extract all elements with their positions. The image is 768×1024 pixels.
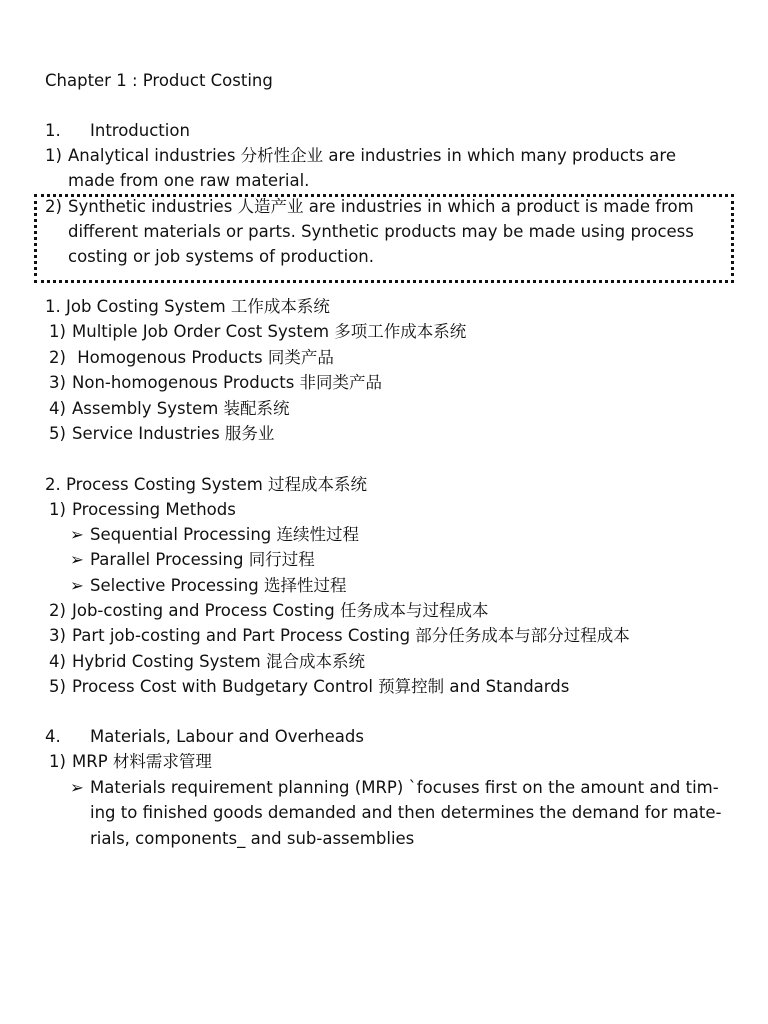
list-item [49,345,334,370]
list-item [45,143,676,168]
list-item-text: Homogenous Products 同类产品 [72,348,334,367]
list-item-text: MRP 材料需求管理 [72,752,212,771]
section-heading-materials [45,724,364,749]
bullet-text: Sequential Processing 连续性过程 [90,525,360,544]
list-marker: 1) [49,500,66,519]
list-marker: 2) [45,197,62,216]
list-marker: 1) [45,146,62,165]
section-number: 4. [45,727,61,746]
list-item-text: Analytical industries 分析性企业 are industries in which many products are [68,146,676,165]
section-heading-text: Introduction [90,121,190,140]
list-item-text: Job-costing and Process Costing 任务成本与过程成本 [72,601,489,620]
list-item-continuation: made from one raw material. [68,171,310,190]
section-number: 1. [45,121,61,140]
bullet-item [70,573,347,598]
list-item-continuation: different materials or parts. Synthetic products may be made using process [68,222,694,241]
bullet-item [70,522,359,547]
list-item-continuation: costing or job systems of production. [68,247,374,266]
arrow-bullet-icon: ➢ [70,525,84,544]
list-marker: 4) [49,652,66,671]
list-item [49,649,365,674]
list-item-text: Hybrid Costing System 混合成本系统 [72,652,365,671]
list-item-text: Part job-costing and Part Process Costing 部分任务成本与部分过程成本 [72,626,630,645]
list-item [49,497,236,522]
list-item [49,319,466,344]
arrow-bullet-icon: ➢ [70,550,84,569]
bullet-item [70,775,719,800]
list-marker: 2) [49,348,66,367]
list-marker: 1) [49,752,66,771]
bullet-text: Materials requirement planning (MRP) `focuses first on the amount and tim- [90,778,719,797]
section-heading-process-costing: 2. Process Costing System 过程成本系统 [45,475,368,494]
list-marker: 2) [49,601,66,620]
bullet-continuation: rials, components_ and sub-assemblies [90,829,415,848]
list-item-text: Processing Methods [72,500,236,519]
list-item [49,396,290,421]
list-item [49,598,488,623]
list-item [49,674,569,699]
list-item-text: Multiple Job Order Cost System 多项工作成本系统 [72,322,467,341]
section-heading-text: Materials, Labour and Overheads [90,727,364,746]
section-heading-job-costing: 1. Job Costing System 工作成本系统 [45,297,330,316]
list-marker: 4) [49,399,66,418]
chapter-title: Chapter 1 : Product Costing [45,71,273,90]
bullet-continuation: ing to finished goods demanded and then determines the demand for mate- [90,803,722,822]
list-item [45,194,694,219]
section-heading-introduction [45,118,190,143]
list-marker: 3) [49,626,66,645]
list-item [49,623,630,648]
list-item [49,749,212,774]
list-marker: 5) [49,677,66,696]
arrow-bullet-icon: ➢ [70,778,84,797]
list-item-text: Process Cost with Budgetary Control 预算控制 and Standards [72,677,570,696]
list-item-text: Non-homogenous Products 非同类产品 [72,373,383,392]
list-item [49,421,274,446]
arrow-bullet-icon: ➢ [70,576,84,595]
list-item [49,370,382,395]
list-marker: 3) [49,373,66,392]
list-item-text: Service Industries 服务业 [72,424,275,443]
list-marker: 5) [49,424,66,443]
list-item-text: Assembly System 装配系统 [72,399,290,418]
bullet-text: Parallel Processing 同行过程 [90,550,315,569]
bullet-text: Selective Processing 选择性过程 [90,576,347,595]
list-item-text: Synthetic industries 人造产业 are industries in which a product is made from [68,197,694,216]
bullet-item [70,547,315,572]
list-marker: 1) [49,322,66,341]
